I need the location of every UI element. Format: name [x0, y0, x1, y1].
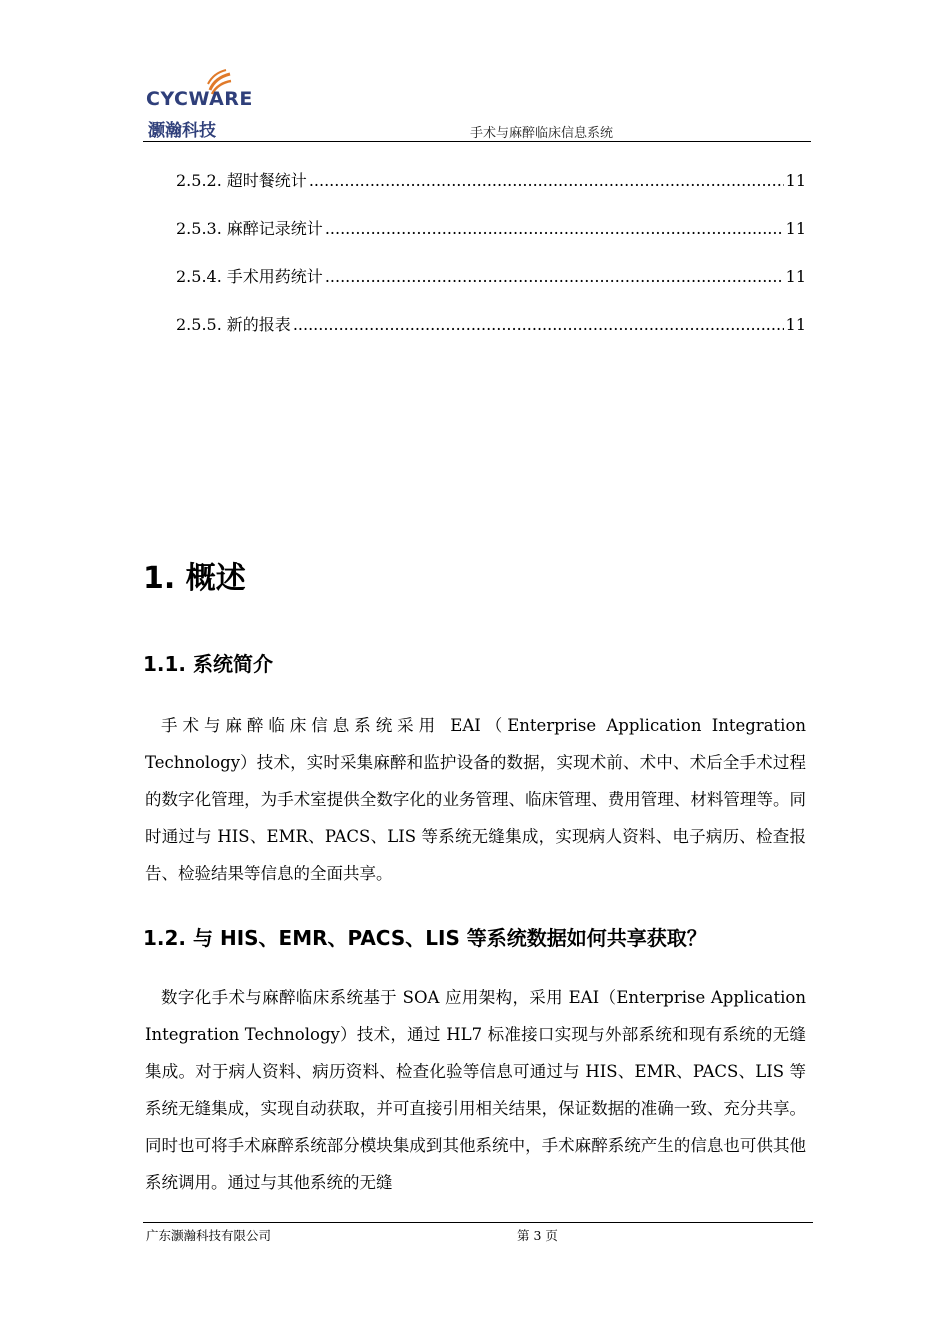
company-logo: [146, 68, 261, 141]
toc-entry[interactable]: [176, 264, 806, 312]
toc-entry-title: 超时餐统计: [226, 171, 307, 190]
toc-entry-number: 2.5.4.: [176, 267, 222, 286]
toc-leader-dots: [325, 219, 784, 238]
toc-leader-dots: [293, 315, 784, 334]
table-of-contents: [176, 168, 806, 360]
toc-entry-title: 麻醉记录统计: [226, 219, 323, 238]
toc-entry[interactable]: [176, 216, 806, 264]
toc-entry-page: 11: [785, 315, 806, 334]
toc-leader-dots: [325, 267, 784, 286]
toc-entry-page: 11: [785, 267, 806, 286]
chapter-heading: 1. 概述: [143, 561, 246, 596]
toc-entry[interactable]: [176, 312, 806, 360]
toc-entry-number: 2.5.3.: [176, 219, 222, 238]
toc-entry-page: 11: [785, 219, 806, 238]
toc-leader-dots: [309, 171, 784, 190]
toc-entry-title: 手术用药统计: [226, 267, 323, 286]
toc-entry-title: 新的报表: [226, 315, 291, 334]
footer-divider: [143, 1222, 813, 1223]
header-divider: [143, 141, 811, 142]
toc-entry[interactable]: [176, 168, 806, 216]
toc-entry-number: 2.5.2.: [176, 171, 222, 190]
section-body-data-sharing: 数字化手术与麻醉临床系统基于 SOA 应用架构，采用 EAI（Enterprise Application Integration Technology）技术，通过 HL7 标准接口实现与外部系统和现有系统的无缝集成。对于病人资料、病历资料、检查化验等信息可通过与 HIS、EMR、PACS、LIS 等系统无缝集成，实现自动获取，并可直接引用相关结果，保证数据的准确一致、充分共享。同时也可将手术麻醉系统部分模块集成到其他系统中，手术麻醉系统产生的信息也可供其他系统调用。通过与其他系统的无缝: [145, 988, 806, 1192]
section-heading-data-sharing: 1.2. 与 HIS、EMR、PACS、LIS 等系统数据如何共享获取？: [143, 926, 707, 950]
logo-chinese-text: 灏瀚科技: [148, 121, 216, 141]
document-header-title: 手术与麻醉临床信息系统: [470, 126, 614, 141]
section-body-intro: 手术与麻醉临床信息系统采用 EAI（Enterprise Application Integration Technology）技术，实时采集麻醉和监护设备的数据，实现术前、术中、术后全手术过程的数字化管理，为手术室提供全数字化的业务管理、临床管理、费用管理、材料管理等。同时通过与 HIS、EMR、PACS、LIS 等系统无缝集成，实现病人资料、电子病历、检查报告、检验结果等信息的全面共享。: [145, 716, 806, 883]
section-heading-intro: 1.1. 系统简介: [143, 652, 273, 676]
toc-entry-number: 2.5.5.: [176, 315, 222, 334]
footer-page-number: 第 3 页: [517, 1228, 558, 1243]
logo-latin-text: CYCWARE: [146, 88, 253, 110]
toc-entry-page: 11: [785, 171, 806, 190]
footer-company: 广东灏瀚科技有限公司: [146, 1228, 272, 1243]
